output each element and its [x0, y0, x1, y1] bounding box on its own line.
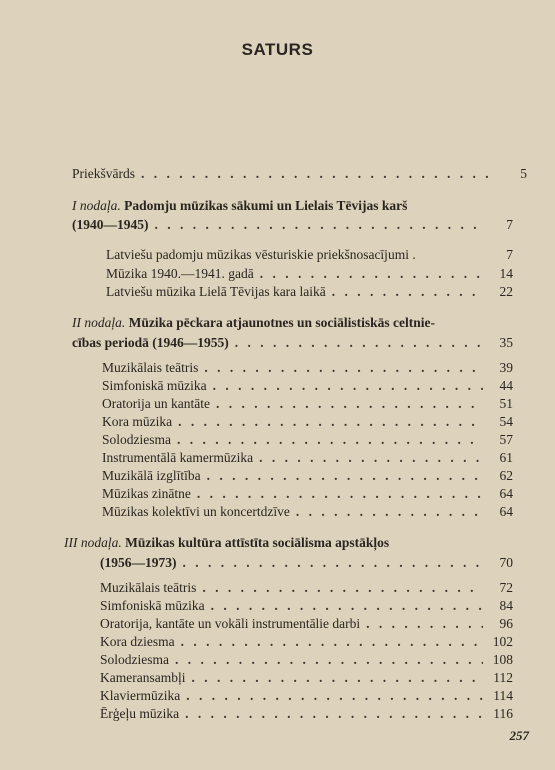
chapter-title-line1: Mūzikas kultūra attīstīta sociālisma apstākļos — [125, 535, 390, 550]
entry-page: 62 — [499, 468, 513, 483]
dot-leader — [216, 396, 483, 412]
dot-leader — [191, 670, 483, 686]
entry-page: 44 — [499, 378, 513, 393]
dot-leader — [175, 652, 483, 668]
entry-label: Kora dziesma — [100, 634, 175, 649]
chapter-title-line1: Padomju mūzikas sākumi un Lielais Tēvijas karš — [124, 198, 408, 213]
entry-page: 114 — [493, 688, 513, 703]
chapter-title-line2: (1940—1945) — [72, 217, 149, 232]
chapter-heading — [64, 534, 389, 552]
entry-page: 22 — [499, 284, 513, 299]
toc-entry — [106, 247, 513, 263]
entry-page: 7 — [506, 217, 513, 232]
entry-label: Latviešu mūzika Lielā Tēvijas kara laikā — [106, 284, 326, 299]
toc-entry — [102, 504, 513, 520]
toc-entry — [100, 598, 513, 614]
entry-page: 116 — [493, 706, 513, 721]
entry-label: Muzikālā izglītība — [102, 468, 201, 483]
entry-page: 108 — [492, 652, 513, 667]
entry-label: Solodziesma — [102, 432, 171, 447]
toc-entry-chapter — [72, 335, 513, 351]
entry-label: Latviešu padomju mūzikas vēsturiskie priekšnosacījumi . — [106, 247, 416, 262]
entry-page: 72 — [499, 580, 513, 595]
toc-entry — [106, 284, 513, 300]
toc-entry-chapter — [72, 217, 513, 233]
dot-leader — [211, 598, 483, 614]
entry-page: 64 — [499, 504, 513, 519]
entry-page: 35 — [499, 335, 513, 350]
toc-entry — [102, 414, 513, 430]
entry-page: 14 — [499, 266, 513, 281]
toc-entry — [102, 468, 513, 484]
toc-entry — [100, 634, 513, 650]
dot-leader — [183, 555, 484, 571]
dot-leader — [178, 414, 483, 430]
chapter-title-line2: cības periodā (1946—1955) — [72, 335, 229, 350]
entry-page: 7 — [506, 247, 513, 262]
dot-leader — [197, 486, 483, 502]
entry-label: Ērģeļu mūzika — [100, 706, 180, 721]
toc-entry — [102, 360, 513, 376]
toc-entry — [102, 486, 513, 502]
entry-label: Mūzikas zinātne — [102, 486, 191, 501]
entry-page: 102 — [492, 634, 513, 649]
toc-entry — [100, 616, 513, 632]
chapter-title-line2: (1956—1973) — [100, 555, 177, 570]
toc-entry-chapter — [100, 555, 513, 571]
chapter-title-line1: Mūzika pēckara atjaunotnes un sociālistiskās celtnie- — [128, 315, 436, 330]
toc-entry — [100, 670, 513, 686]
chapter-prefix: I nodaļa. — [72, 198, 121, 213]
entry-label: Simfoniskā mūzika — [100, 598, 205, 613]
chapter-prefix: III nodaļa. — [64, 535, 122, 550]
entry-label: Oratorija un kantāte — [102, 396, 210, 411]
entry-label: Solodziesma — [100, 652, 169, 667]
entry-page: 112 — [493, 670, 513, 685]
toc-entry — [102, 396, 513, 412]
entry-page: 70 — [499, 555, 513, 570]
toc-entry — [100, 706, 513, 722]
entry-page: 96 — [499, 616, 513, 631]
entry-label: Kameransambļi — [100, 670, 186, 685]
dot-leader — [155, 217, 484, 233]
entry-page: 84 — [499, 598, 513, 613]
toc-entry — [102, 432, 513, 448]
toc-entry — [100, 652, 513, 668]
dot-leader — [204, 360, 483, 376]
chapter-heading — [72, 314, 435, 332]
entry-page: 39 — [499, 360, 513, 375]
entry-label: Oratorija, kantāte un vokāli instrumentālie darbi — [100, 616, 361, 631]
dot-leader — [177, 432, 483, 448]
entry-label: Muzikālais teātris — [100, 580, 197, 595]
toc-entry — [102, 450, 513, 466]
dot-leader — [259, 450, 483, 466]
entry-label: Muzikālais teātris — [102, 360, 199, 375]
entry-label: Klaviermūzika — [100, 688, 181, 703]
toc-entry — [102, 378, 513, 394]
entry-page: 54 — [499, 414, 513, 429]
entry-label: Priekšvārds — [72, 166, 135, 181]
entry-label: Mūzikas kolektīvi un koncertdzīve — [102, 504, 290, 519]
chapter-prefix: II nodaļa. — [72, 315, 126, 330]
dot-leader — [213, 378, 483, 394]
entry-page: 61 — [499, 450, 513, 465]
toc-entry — [100, 688, 513, 704]
entry-page: 51 — [499, 396, 513, 411]
dot-leader — [207, 468, 483, 484]
dot-leader — [296, 504, 483, 520]
dot-leader — [202, 580, 483, 596]
dot-leader — [186, 688, 483, 704]
dot-leader — [332, 284, 483, 300]
entry-label: Kora mūzika — [102, 414, 173, 429]
page-title: SATURS — [241, 40, 314, 59]
dot-leader — [181, 634, 483, 650]
entry-label: Instrumentālā kamermūzika — [102, 450, 254, 465]
dot-leader — [366, 616, 483, 632]
dot-leader — [185, 706, 483, 722]
entry-page: 57 — [499, 432, 513, 447]
entry-label: Mūzika 1940.—1941. gadā — [106, 266, 254, 281]
entry-page: 64 — [499, 486, 513, 501]
chapter-heading — [72, 197, 407, 215]
toc-entry — [100, 580, 513, 596]
entry-page: 5 — [520, 166, 527, 181]
toc-entry-preface — [72, 166, 527, 182]
page-number: 257 — [509, 728, 529, 743]
toc-entry — [106, 266, 513, 282]
dot-leader — [260, 266, 483, 282]
dot-leader — [141, 166, 497, 182]
dot-leader — [235, 335, 483, 351]
entry-label: Simfoniskā mūzika — [102, 378, 207, 393]
